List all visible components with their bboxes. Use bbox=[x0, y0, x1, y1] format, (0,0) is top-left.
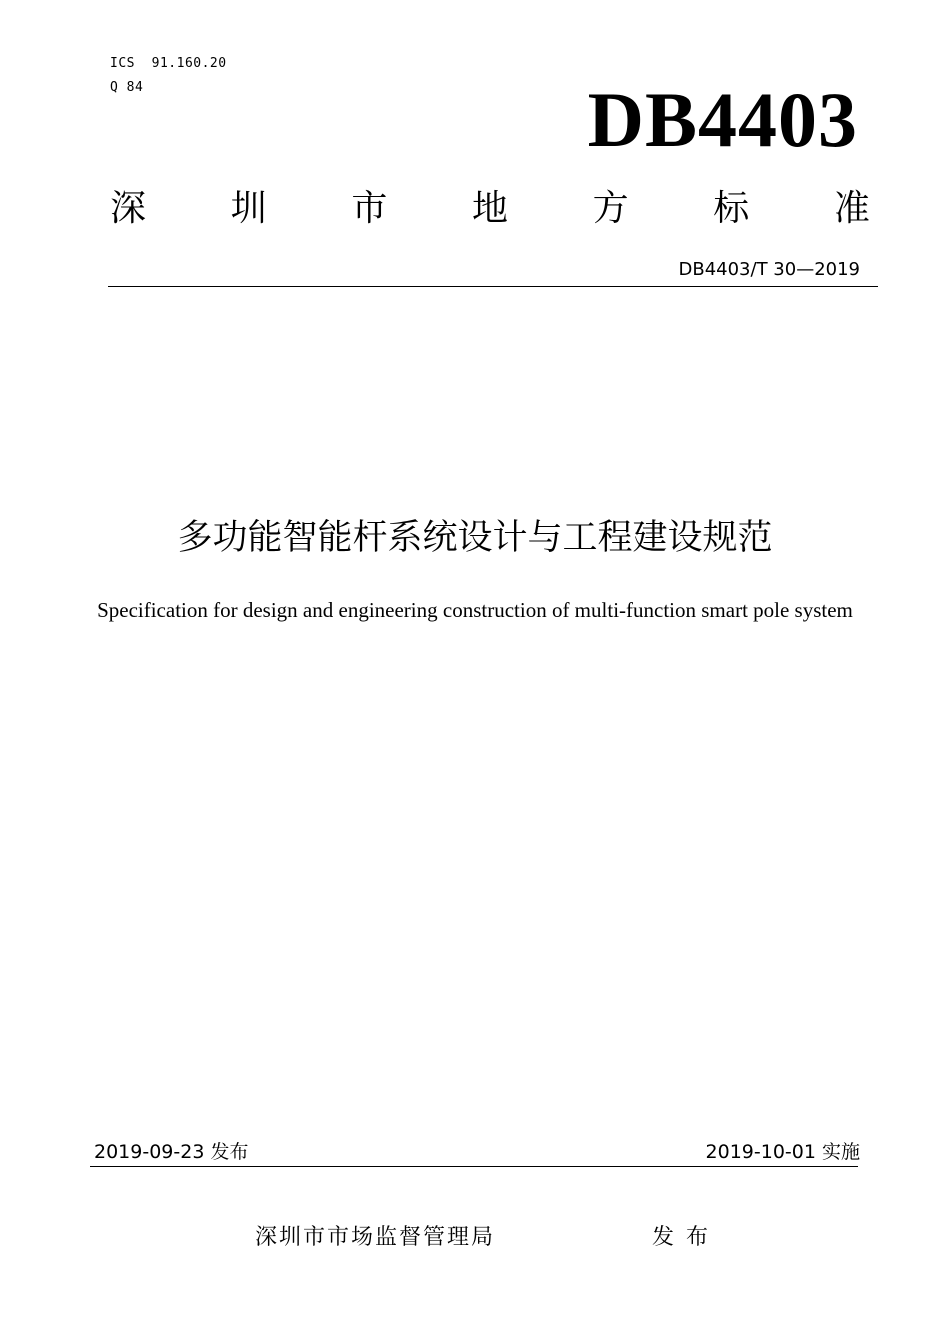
standard-number: DB4403/T 30—2019 bbox=[678, 259, 860, 280]
standard-type-char: 标 bbox=[713, 188, 750, 229]
standard-type-char: 地 bbox=[471, 188, 508, 229]
document-title-chinese: 多功能智能杆系统设计与工程建设规范 bbox=[177, 518, 773, 558]
standard-type-char: 深 bbox=[110, 188, 147, 229]
standard-type-char: 方 bbox=[592, 188, 629, 229]
header-divider bbox=[108, 286, 878, 287]
db-logo: DB4403 bbox=[587, 76, 858, 163]
standard-type-char: 市 bbox=[351, 188, 388, 229]
ccs-code: Q 84 bbox=[110, 80, 144, 95]
issuing-authority: 深圳市市场监督管理局 bbox=[255, 1225, 496, 1250]
document-title-english: Specification for design and engineering construction of multi-function smart pole system bbox=[97, 598, 853, 622]
standard-type-heading bbox=[110, 186, 870, 232]
implementation-date: 2019-10-01 实施 bbox=[705, 1141, 860, 1163]
issue-date: 2019-09-23 发布 bbox=[94, 1141, 249, 1163]
footer-divider bbox=[90, 1166, 858, 1167]
ics-code: ICS 91.160.20 bbox=[110, 56, 227, 71]
standard-type-char: 圳 bbox=[230, 188, 267, 229]
standard-type-char: 准 bbox=[833, 188, 870, 229]
issue-label: 发布 bbox=[652, 1225, 721, 1250]
